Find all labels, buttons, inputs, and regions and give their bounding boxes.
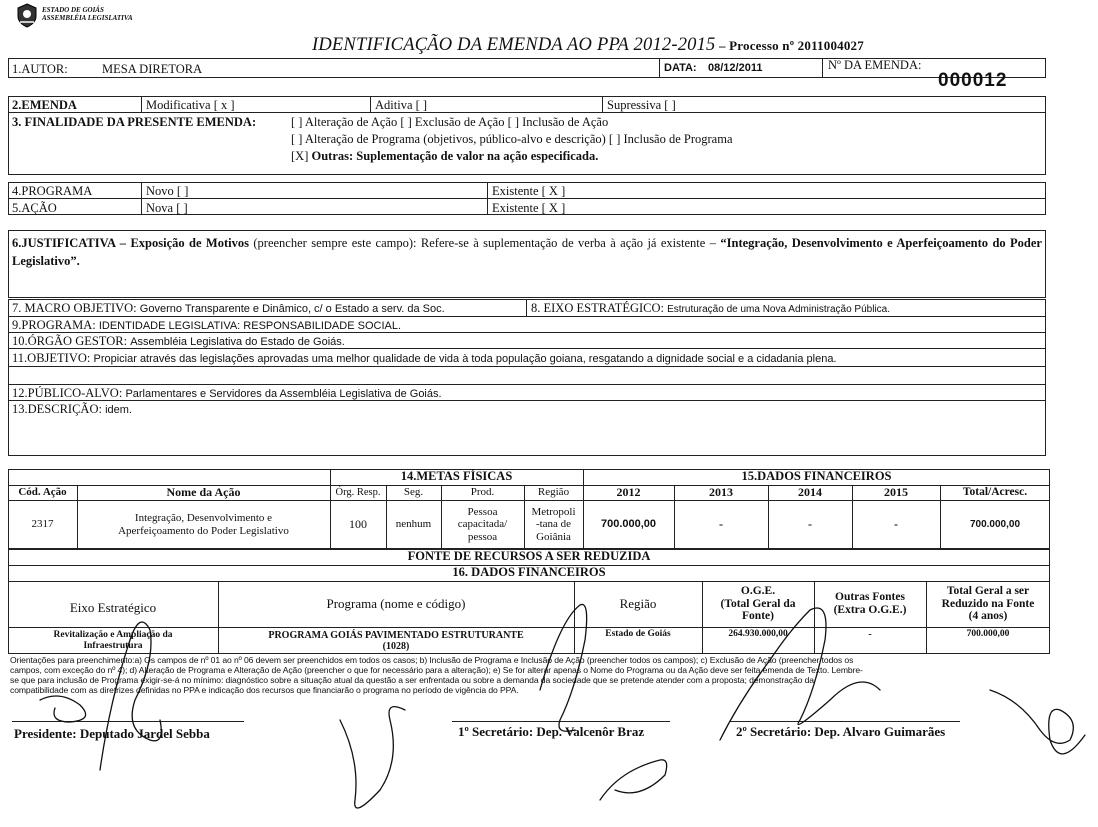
row-prod-l3: pessoa — [467, 530, 498, 543]
row-oge: 264.930.000,00 — [728, 628, 788, 639]
objetivo-label: 11.OBJETIVO: — [12, 351, 91, 365]
col-cod-acao: Cód. Ação — [18, 486, 67, 499]
programa9-label: 9.PROGRAMA: — [12, 318, 96, 332]
author-value: MESA DIRETORA — [102, 62, 203, 76]
col-programa: Programa (nome e código) — [326, 595, 466, 611]
row-regiao-l1: Metropoli — [531, 506, 576, 519]
row-total-fonte: 700.000,00 — [966, 628, 1010, 639]
row-regiao-l3: Goiânia — [536, 530, 571, 543]
row-eixo-l2: Infraestrutura — [83, 640, 143, 651]
orgao-label: 10.ÓRGÃO GESTOR: — [12, 334, 128, 348]
row-orgao: 100 — [349, 516, 367, 531]
col-total-l2: Reduzido na Fonte — [941, 597, 1035, 610]
col-seg: Seg. — [403, 486, 424, 499]
col-regiao: Região — [537, 486, 570, 499]
col-total: Total/Acresc. — [962, 486, 1028, 499]
orientacoes-line-4: compatibilidade com as diretrizes definidas no PPA e indicação dos recursos que financiarão o programa no período de vigência do PPA. — [10, 684, 519, 695]
amendment-number: 000012 — [938, 70, 1008, 91]
row-total: 700.000,00 — [969, 519, 1021, 530]
date-value: 08/12/2011 — [708, 62, 763, 74]
aditiva-option: Aditiva [ ] — [375, 98, 428, 112]
fonte-title: FONTE DE RECURSOS A SER REDUZIDA — [407, 549, 651, 564]
descricao-label: 13.DESCRIÇÃO: — [12, 402, 102, 416]
orientacoes-line-1: Orientações para preenchimento:a) Os campos de nº 01 ao nº 06 devem ser preenchidos em todos os casos; b) Inclusão de Programa e Inclusão de Ação (preencher todos os campos); c) Exclusão de Ação (preencher todos os — [10, 655, 854, 665]
row-regiao-fonte: Estado de Goiás — [605, 628, 671, 639]
row-regiao-l2: -tana de — [535, 518, 572, 531]
row-prod-l1: Pessoa — [467, 506, 498, 519]
macro-value: Governo Transparente e Dinâmico, c/ o Estado a serv. da Soc. — [139, 303, 445, 315]
col-2015: 2015 — [884, 484, 908, 499]
col-2014: 2014 — [798, 484, 822, 499]
signature-right — [990, 690, 1085, 754]
col-oge-l1: O.G.E. — [740, 585, 776, 598]
presidente-signature-label: Presidente: Deputado Jardel Sebba — [14, 726, 210, 741]
programa-label: 4.PROGRAMA — [12, 184, 93, 198]
finalidade-mark: [X] — [291, 149, 309, 163]
col-orgao-resp: Órg. Resp. — [335, 486, 381, 498]
row-nome-l1: Integração, Desenvolvimento e — [134, 512, 273, 525]
row-prod-l2: capacitada/ — [457, 518, 508, 531]
title-text: IDENTIFICAÇÃO DA EMENDA AO PPA 2012-2015 — [312, 35, 716, 55]
row-programa-l2: (1028) — [382, 640, 410, 652]
row-nome-l2: Aperfeiçoamento do Poder Legislativo — [118, 524, 289, 537]
row-programa-l1: PROGRAMA GOIÁS PAVIMENTADO ESTRUTURANTE — [268, 629, 524, 641]
col-oge-l2: (Total Geral da — [720, 597, 796, 610]
col-nome-acao: Nome da Ação — [166, 484, 241, 499]
publico-label: 12.PÚBLICO-ALVO: — [12, 386, 123, 400]
process-number: – Processo nº 2011004027 — [715, 38, 864, 53]
justificativa-body: (preencher sempre este campo): Refere-se à suplementação de verba à ação já existente – — [248, 236, 721, 250]
eixo-label: 8. EIXO ESTRATÉGICO: — [531, 301, 664, 315]
org-line-1: ESTADO DE GOIÁS — [42, 6, 104, 14]
justificativa-action: “Integração, Desenvolvimento e Aperfeiçoamento do Poder Legislativo”. — [12, 236, 1042, 268]
amendment-number-label: Nº DA EMENDA: — [828, 58, 922, 72]
justificativa-label: 6.JUSTIFICATIVA – Exposição de Motivos — [12, 236, 249, 250]
acao-novo: Nova [ ] — [146, 201, 188, 215]
secretario2-signature-label: 2º Secretário: Dep. Alvaro Guimarães — [736, 724, 946, 739]
orgao-value: Assembléia Legislativa do Estado de Goiás. — [130, 336, 345, 348]
col-eixo: Eixo Estratégico — [69, 600, 157, 616]
org-line-2: ASSEMBLÉIA LEGISLATIVA — [42, 14, 133, 22]
orientacoes-line-2: campos, com exceção do nº 4); d) Alteração de Programa e Alteração de Ação (preencher o que for necessário para a alteração); e) Se for alterar apenas o Nome do Programa ou da Ação deve ser feita emenda de Texto. Lembre- — [10, 664, 863, 675]
modificativa-option: Modificativa [ x ] — [146, 98, 235, 112]
col-outras-l1: Outras Fontes — [835, 591, 905, 604]
row-cod: 2317 — [31, 518, 54, 531]
col-2013: 2013 — [709, 484, 733, 499]
col-2012: 2012 — [616, 484, 641, 499]
col-total-l1: Total Geral a ser — [946, 585, 1030, 598]
row-2015: - — [894, 516, 898, 531]
macro-label: 7. MACRO OBJETIVO: — [12, 301, 137, 315]
row-seg: nenhum — [395, 518, 432, 531]
finalidade-label: 3. FINALIDADE DA PRESENTE EMENDA: — [12, 115, 257, 129]
programa-novo: Novo [ ] — [146, 184, 189, 198]
metas-header: 14.METAS FÍSICAS — [400, 469, 513, 484]
objetivo-value: Propiciar através das legislações aprovadas uma melhor qualidade de vida à toda população goiana, resgatando a dignidade social e a cidadania plena. — [93, 353, 837, 365]
dados-header: 15.DADOS FINANCEIROS — [741, 469, 892, 484]
eixo-value: Estruturação de uma Nova Administração Pública. — [667, 304, 890, 315]
programa9-value: IDENTIDADE LEGISLATIVA: RESPONSABILIDADE SOCIAL. — [98, 320, 402, 332]
date-label: DATA: — [664, 62, 697, 74]
row-2014: - — [808, 516, 812, 531]
finalidade-line-1: [ ] Alteração de Ação [ ] Exclusão de Ação [ ] Inclusão de Ação — [291, 115, 609, 129]
publico-value: Parlamentares e Servidores da Assembléia Legislativa de Goiás. — [125, 388, 442, 400]
col-total-l3: (4 anos) — [968, 610, 1008, 623]
author-label: 1.AUTOR: — [12, 62, 68, 76]
col-outras-l2: (Extra O.G.E.) — [833, 604, 907, 616]
signature-secretario1-b — [540, 604, 667, 800]
row-2013: - — [719, 516, 723, 531]
col-regiao-fonte: Região — [619, 595, 657, 611]
fonte-subtitle: 16. DADOS FINANCEIROS — [452, 565, 606, 580]
signature-secretario2 — [720, 608, 880, 740]
supressiva-option: Supressiva [ ] — [607, 98, 676, 112]
col-oge-l3: Fonte) — [742, 610, 774, 623]
acao-label: 5.AÇÃO — [12, 201, 57, 215]
emenda-label: 2.EMENDA — [12, 98, 77, 112]
acao-existente: Existente [ X ] — [492, 201, 566, 215]
programa-existente: Existente [ X ] — [492, 184, 566, 198]
row-outras: - — [868, 628, 872, 640]
col-prod: Prod. — [470, 486, 495, 499]
orientacoes-line-3: se que para inclusão de Programa exigir-se-á no mínimo: diagnóstico sobre a situação atual da questão a ser enfrentada ou sobre a demanda da sociedade que se pretende atender com a proposta; demonstração da — [10, 674, 814, 685]
signature-presidente — [40, 622, 161, 770]
signature-secretario1-a — [340, 707, 405, 808]
row-2012: 700.000,00 — [600, 518, 657, 531]
finalidade-outras: Outras: Suplementação de valor na ação especificada. — [311, 149, 599, 163]
descricao-value: idem. — [105, 404, 132, 416]
finalidade-line-2: [ ] Alteração de Programa (objetivos, público-alvo e descrição) [ ] Inclusão de Programa — [291, 132, 733, 146]
secretario1-signature-label: 1º Secretário: Dep. Valcenôr Braz — [458, 724, 645, 739]
row-eixo-l1: Revitalização e Ampliação da — [53, 630, 173, 641]
